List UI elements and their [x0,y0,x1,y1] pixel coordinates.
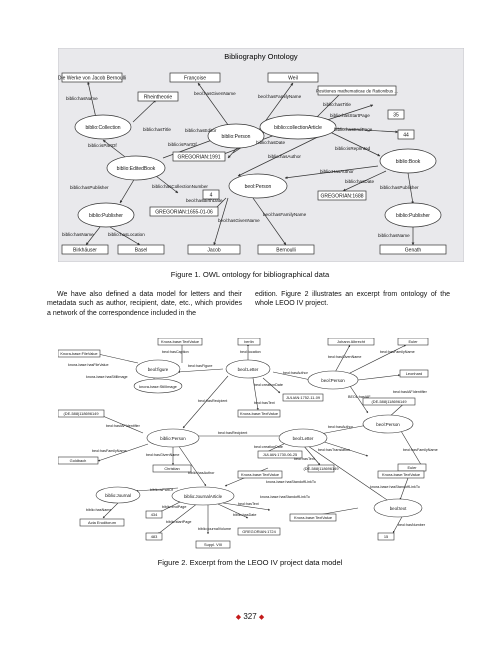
edge-has-text-top: beol:hasText [254,401,275,405]
edge-is-reprinted: biblio:isReprinted [335,146,371,151]
value-gregorian-1655: GREGORIAN:1655-01-06 [155,209,213,216]
figure-1-ontology-diagram [58,48,464,262]
edge-has-publisher-right: biblio:hasPublisher [380,185,419,190]
value-euler-top: Euler [408,339,418,344]
edge-has-translation: beol:hasTranslation [318,448,351,452]
edge-has-end-page: biblio:hasEndPage [334,127,373,132]
node-biblio-person-label: biblio:Person [221,134,251,140]
edge-has-author-mid: biblio:hasAuthor [268,154,301,159]
edge-beol-has-iaf: BEOL:hasIAF [348,395,371,399]
node-beol-person-top-label: beol:Person [321,378,345,383]
figure-2-caption: Figure 2. Excerpt from the LEOO IV project data model [157,558,343,567]
edge-has-date: biblio:hasDate [233,513,257,517]
node-biblio-person-label: biblio:Person [160,436,186,441]
edge-has-family-name-left: beol:hasFamilyName [92,449,127,453]
edge-has-birth-date: beol:hasBirthDate [186,198,223,203]
value-euler-mid: Euler [407,465,417,470]
edge-has-title-mid: biblio:hasTitle [143,127,171,132]
value-werke: Die Werke von Jacob Bernoulli [58,75,127,82]
body-text-right-column: edition. Figure 2 illustrates an excerpt from ontology of the whole LEOO IV project. [255,291,450,308]
edge-is-part-of-left: biblio:isPartOf [88,143,117,148]
edge-has-date: biblio:hasDate [256,140,286,145]
value-genath: Genath [404,247,422,254]
edge-has-start-page: biblio:hasStartPage [330,113,370,118]
value-suppl: Suppl. VIII [204,542,222,547]
value-knora-text-caption: Knora-base:TextValue [161,339,199,344]
edge-has-still-image: knora-base:hasStillImage [86,375,128,379]
value-gregorian-1724: GREGORIAN:1724 [242,529,276,534]
value-start-page: 35 [393,112,399,119]
value-weil: Weil [288,75,298,82]
edge-has-given-name: beol:hasGivenName [328,355,362,359]
value-knora-text-right: Knora-base:TextValue [382,472,420,477]
edge-has-number: beol:hasNumber [398,523,426,527]
value-julian-1752: JULIAN:1752-11-09 [285,395,321,400]
node-biblio-publisher-right-label: biblio:Publisher [396,213,430,219]
edge-end-page: biblio:endPage [162,505,187,509]
value-christian: Christian [164,466,180,471]
value-knora-text-letter: Knora-base:TextValue [240,411,278,416]
body-text-left-column: We have also defined a data model for letters and their metadata such as author, recipient, date, etc., which provides a network of the correspondence included in the [47,291,242,317]
node-biblio-edited-book-label: biblio:EditedBook [116,166,156,172]
node-beol-letter-mid-label: beol:Letter [292,436,314,441]
value-jacob: Jacob [207,247,221,254]
edge-is-part-of-mid: biblio:isPartOf [168,142,197,147]
edge-has-family-name: beol:hasFamilyName [380,350,415,354]
figure-1-title: Bibliography Ontology [224,52,298,61]
edge-has-name: biblio:hasName [86,508,112,512]
edge-has-recipient-mid: beol:hasRecipient [218,431,248,435]
node-knora-base-still-image-label: knora-base:StillImage [139,384,177,389]
value-bernoulli: Bernoulli [276,247,296,254]
edge-start-page: biblio:startPage [166,520,192,524]
value-page-434: 434 [150,512,158,517]
edge-has-given-name-left: beol:hasGivenName [146,453,180,457]
node-beol-person-right-label: beol:Person [376,422,400,427]
edge-has-figure: beol:hasFigure [188,364,213,368]
value-gregorian-1688: GREGORIAN:1688 [320,193,364,200]
page-number-footer [0,612,500,621]
node-beol-person-label: beol:Person [244,184,272,190]
edge-is-part-of: biblio:isPartOf [150,488,173,492]
edge-has-author-right: biblio:HasAuthor [320,169,354,174]
edge-has-family-name-top: beol:hasFamilyName [258,94,302,99]
figure-1-caption: Figure 1. OWL ontology for bibliographical data [170,270,330,279]
edge-has-family-name-right: beol:hasFamilyName [403,448,438,452]
value-knora-file-value: Knora-base:FileValue [60,351,98,356]
node-biblio-collection-label: biblio:Collection [85,125,121,131]
node-biblio-collection-article-label: biblio:collectionArticle [274,125,322,131]
value-iaf-1: (DE-588)118696149 [371,399,407,404]
value-acta: Acta Eruditorum [88,520,116,525]
value-johann-albrecht: Johann Albrecht [337,339,365,344]
edge-location: beol:location [240,350,261,354]
node-beol-letter-top-label: beol:Letter [237,367,259,372]
edge-journal-volume: biblio:journalVolume [198,527,232,531]
node-biblio-journal-label: biblio:Journal [105,493,131,498]
edge-has-file-value: knora-base:hasFileValue [68,363,109,367]
edge-has-given-name-top: beol:hasGivenName [194,91,236,96]
value-berlin: berlin [244,339,254,344]
edge-has-name-bottom-left: biblio:hasName [62,232,94,237]
edge-has-editor: biblio:hasEditor [185,128,217,133]
node-biblio-publisher-left-label: biblio:Publisher [89,213,123,219]
edge-has-author-top: beol:hasAuthor [283,371,308,375]
edge-has-collection-number: biblio:hasCollectionNumber [152,184,208,189]
node-beol-figure-label: beol:figure [147,367,169,372]
edge-has-name-top: biblio:hasName [66,96,98,101]
edge-caption: beol:hasCaption [162,350,189,354]
value-end-page: 44 [403,132,409,139]
node-biblio-journal-article-label: biblio:JournalArticle [183,494,223,499]
page-number: 327 [243,612,257,621]
value-knora-text-mid: Knora-base:TextValue [241,472,279,477]
edge-has-text-bottom: beol:hasText [238,502,259,506]
edge-has-author-bottom: biblio:hasAuthor [188,471,215,475]
figure-2-data-model-diagram [58,338,468,552]
edge-has-date-right: biblio:hasDate [345,179,375,184]
value-francoise: Françoise [184,75,206,82]
edge-has-given-name-bottom: beol:hasGivenName [218,218,260,223]
value-birkhauser: Birkhäuser [73,247,97,254]
edge-has-title-top: biblio:hasTitle [323,102,351,107]
edge-has-name-bottom-right: biblio:hasName [378,233,410,238]
value-positiones: Positiones mathematicae de Rationibus ... [315,88,399,94]
value-julian-1730: JULIAN:1730-06-25 [262,452,298,457]
value-leonhard: Leonhard [405,371,423,376]
edge-has-publisher-left: biblio:hasPublisher [70,185,109,190]
edge-creation-date-top: beol:creationDate [254,383,283,387]
edge-has-standoff-left: knora-base:hasStandoffLinkTo [266,480,316,484]
edge-has-family-name-bottom: beol:hasFamilyName [263,212,307,217]
edge-has-location: biblio:hasLocation [108,232,145,237]
page-marker-right-icon: ◆ [258,614,265,621]
edge-has-recipient-top: beol:hasRecipient [198,399,228,403]
edge-has-standoff-right: knora-base:hasStandoffLinkTo [370,485,420,489]
page-marker-left-icon: ◆ [235,614,242,621]
node-beol-text-label: beol:text [389,506,407,511]
value-goldbach: Goldbach [69,458,87,463]
node-biblio-book-label: biblio:Book [395,159,421,165]
value-knora-text-bottom: Knora-base:TextValue [294,515,332,520]
value-gregorian-1991: GREGORIAN:1991 [177,154,221,161]
value-iaf-2: (DE-588)118696149 [303,466,339,471]
value-basel: Basel [134,247,148,254]
value-iaf-left: (DE-588)118696149 [63,411,99,416]
value-page-483: 483 [150,534,158,539]
edge-creation-date-mid: beol:creationDate [254,445,283,449]
value-number-15: 15 [383,534,389,539]
edge-iaf-identifier-right: beol:hasIAFIdentifier [393,390,427,394]
edge-has-author-mid: beol:hasAuthor [328,425,353,429]
edge-iaf-identifier-left: beol:hasIAFIdentifier [106,424,140,428]
value-collection-number: 4 [209,192,213,199]
edge-has-text-mid: beol:hasText [294,457,315,461]
edge-has-standoff-bottom: knora-base:hasStandoffLinkTo [260,495,310,499]
value-rheintheorie: Rheintheorie [143,94,173,101]
